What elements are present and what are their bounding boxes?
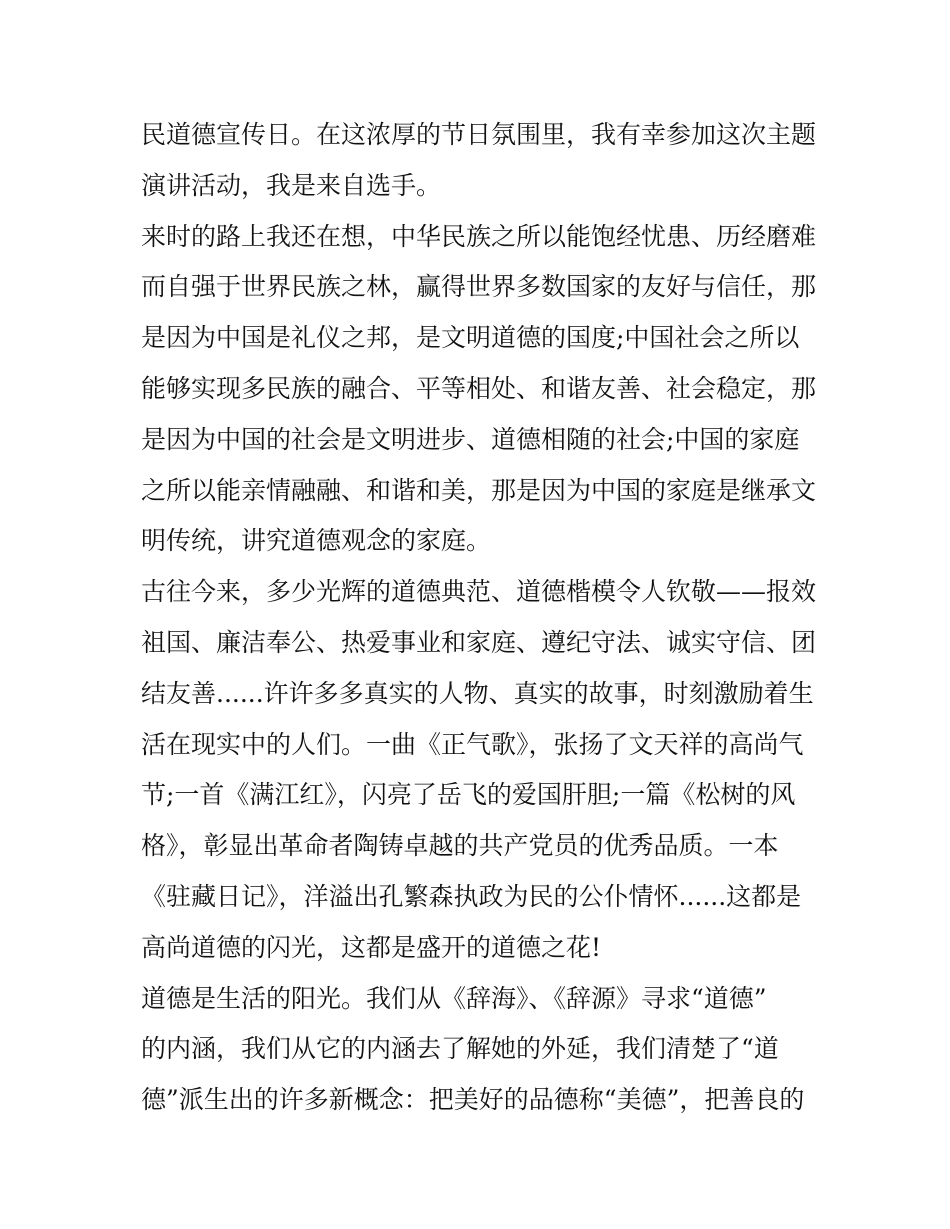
- text-line: 来时的路上我还在想，中华民族之所以能饱经忧患、历经磨难: [141, 221, 817, 251]
- text-line: 格》，彰显出革命者陶铸卓越的共产党员的优秀品质。一本: [141, 831, 779, 861]
- text-line: 民道德宣传日。在这浓厚的节日氛围里，我有幸参加这次主题: [141, 120, 817, 149]
- text-line: 演讲活动，我是来自选手。: [141, 170, 442, 200]
- text-line: 高尚道德的闪光，这都是盛开的道德之花!: [141, 932, 602, 962]
- text-line: 的内涵，我们从它的内涵去了解她的外延，我们清楚了“道: [141, 1034, 779, 1064]
- text-line: 德”派生出的许多新概念：把美好的品德称“美德”，把善良的: [141, 1085, 805, 1115]
- text-line: 祖国、廉洁奉公、热爱事业和家庭、遵纪守法、诚实守信、团: [141, 627, 817, 657]
- text-line: 节;一首《满江红》，闪亮了岳飞的爱国肝胆;一篇《松树的风: [141, 780, 796, 810]
- text-line: 而自强于世界民族之林，赢得世界多数国家的友好与信任，那: [141, 272, 817, 302]
- text-line: 道德是生活的阳光。我们从《辞海》、《辞源》寻求“道德”: [141, 983, 767, 1013]
- text-line: 之所以能亲情融融、和谐和美，那是因为中国的家庭是继承文: [141, 475, 817, 505]
- text-line: 是因为中国的社会是文明进步、道德相随的社会;中国的家庭: [141, 424, 800, 454]
- text-line: 是因为中国是礼仪之邦，是文明道德的国度;中国社会之所以: [141, 323, 800, 353]
- text-line: 活在现实中的人们。一曲《正气歌》，张扬了文天祥的高尚气: [141, 729, 804, 759]
- text-line: 能够实现多民族的融合、平等相处、和谐友善、社会稳定，那: [141, 373, 817, 403]
- text-line: 古往今来，多少光辉的道德典范、道德楷模令人钦敬——报效: [141, 577, 817, 607]
- text-line: 《驻藏日记》，洋溢出孔繁森执政为民的公仆情怀......这都是: [141, 881, 802, 911]
- body-text: [141, 110, 821, 1126]
- text-line: 明传统，讲究道德观念的家庭。: [141, 526, 492, 556]
- text-line: 结友善......许许多多真实的人物、真实的故事，时刻激励着生: [141, 678, 814, 708]
